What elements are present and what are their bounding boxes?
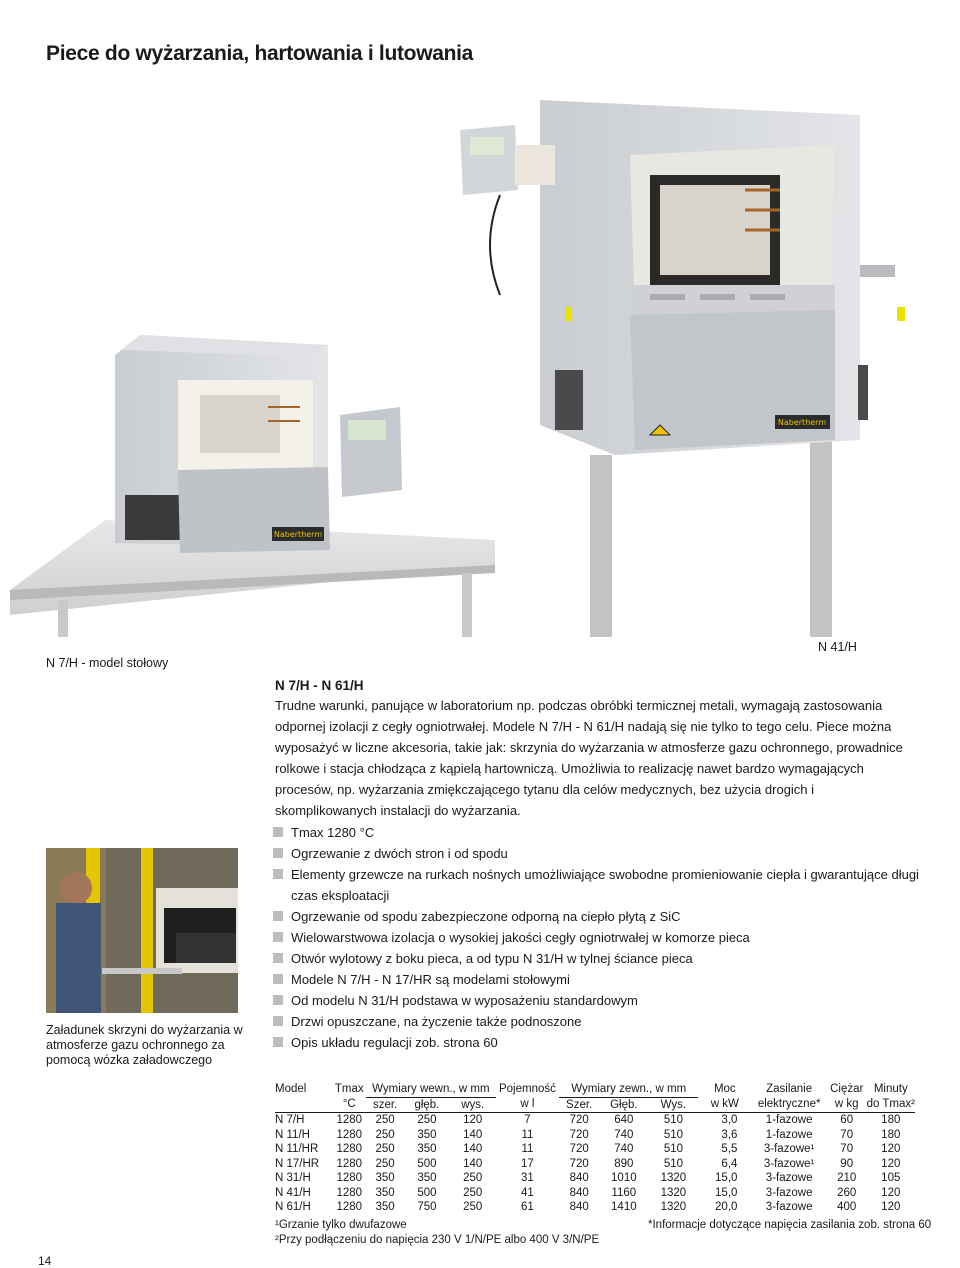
table-cell: 61	[521, 1201, 534, 1213]
table-cell: N 7/H	[275, 1114, 305, 1126]
col-header-supply: Zasilanie	[766, 1083, 813, 1096]
caption-small-model: N 7/H - model stołowy	[46, 656, 169, 670]
table-row	[275, 1113, 915, 1128]
col-subheader-minutes-unit: do Tmax²	[867, 1097, 915, 1113]
specs-table-body	[275, 1113, 915, 1215]
table-cell: N 11/H	[275, 1128, 310, 1141]
table-cell: 105	[881, 1172, 901, 1184]
section-heading: N 7/H - N 61/H	[275, 678, 364, 693]
table-row	[275, 1128, 915, 1143]
table-cell: 250	[463, 1201, 483, 1213]
table-cell: 70	[840, 1143, 854, 1155]
table-cell: 500	[417, 1186, 437, 1199]
col-subheader-power-unit: w kW	[698, 1097, 751, 1113]
table-row	[275, 1200, 915, 1215]
table-cell: 1320	[660, 1186, 687, 1199]
table-cell: 120	[463, 1114, 483, 1126]
table-cell: 640	[614, 1114, 634, 1126]
col-header-inner: Wymiary wewn., w mm	[366, 1082, 495, 1097]
table-cell: 6,4	[721, 1157, 738, 1170]
table-cell: 510	[663, 1114, 683, 1126]
table-cell: 250	[375, 1128, 395, 1141]
col-subheader-volume-unit: w l	[496, 1097, 560, 1113]
table-cell: 400	[837, 1201, 857, 1213]
col-subheader-outer-d: Głęb.	[599, 1097, 649, 1113]
table-cell: 15,0	[715, 1186, 738, 1199]
table-cell: 1160	[611, 1186, 637, 1199]
brand-logo-small: Nabertherm	[273, 530, 323, 539]
table-cell: 120	[881, 1201, 901, 1213]
bullet-square-icon	[273, 911, 283, 921]
table-cell: 1280	[336, 1201, 363, 1213]
table-row	[275, 1157, 915, 1172]
table-cell: 350	[417, 1128, 437, 1141]
table-cell: 840	[569, 1186, 589, 1199]
table-cell: 17	[521, 1157, 534, 1170]
table-cell: 7	[524, 1114, 531, 1126]
table-cell: 3-fazowe¹	[763, 1157, 815, 1170]
page-title: Piece do wyżarzania, hartowania i lutowania	[46, 42, 474, 65]
table-cell: 720	[569, 1157, 589, 1170]
table-cell: 210	[837, 1172, 857, 1184]
table-cell: 11	[521, 1128, 534, 1141]
col-subheader-supply-unit: elektryczne*	[751, 1097, 826, 1113]
page-number: 14	[38, 1254, 52, 1268]
table-cell: 3-fazowe¹	[763, 1143, 815, 1155]
list-item: Drzwi opuszczane, na życzenie także podnoszone	[273, 1011, 923, 1032]
col-subheader-inner-h: wys.	[450, 1097, 496, 1113]
table-cell: N 61/H	[275, 1201, 311, 1213]
table-cell: 890	[614, 1157, 634, 1170]
footnote-1: ¹Grzanie tylko dwufazowe	[275, 1219, 407, 1231]
table-cell: 1280	[336, 1143, 363, 1155]
col-header-weight: Ciężar	[830, 1083, 864, 1096]
table-cell: N 31/H	[275, 1172, 311, 1184]
col-header-tmax: Tmax	[334, 1083, 364, 1096]
col-subheader-inner-w: szer.	[366, 1097, 404, 1113]
col-header-volume: Pojemność	[498, 1083, 556, 1096]
table-cell: 250	[375, 1157, 395, 1170]
table-cell: 180	[881, 1128, 901, 1141]
table-cell: 350	[375, 1172, 395, 1184]
table-cell: 1280	[336, 1128, 363, 1141]
table-cell: 3,0	[721, 1114, 738, 1126]
bullet-square-icon	[273, 995, 283, 1005]
table-cell: 510	[663, 1128, 683, 1141]
bullet-square-icon	[273, 953, 283, 963]
table-cell: 41	[521, 1186, 534, 1199]
col-subheader-outer-h: Wys.	[649, 1097, 699, 1113]
table-cell: 250	[375, 1114, 395, 1126]
table-cell: 90	[840, 1157, 854, 1170]
intro-section	[275, 677, 915, 821]
table-cell: 1280	[336, 1157, 363, 1170]
table-cell: 720	[569, 1143, 589, 1155]
table-cell: 1320	[660, 1201, 687, 1213]
table-row	[275, 1186, 915, 1201]
table-cell: 3-fazowe	[765, 1172, 813, 1184]
table-cell: 11	[521, 1143, 534, 1155]
list-item: Elementy grzewcze na rurkach nośnych umożliwiające swobodne promieniowanie ciepła i gwarantujące długi czas eksploatacji	[273, 864, 923, 906]
table-cell: 3-fazowe	[765, 1186, 813, 1199]
bullet-square-icon	[273, 974, 283, 984]
table-cell: N 17/HR	[275, 1157, 320, 1170]
loader-photo	[46, 848, 238, 1013]
table-cell: 840	[569, 1201, 589, 1213]
table-cell: 1320	[660, 1172, 687, 1184]
table-cell: 120	[881, 1157, 901, 1170]
intro-paragraph: Trudne warunki, panujące w laboratorium np. podczas obróbki termicznej metali, wymagają zastosowania odpornej izolacji z cegły ogniotrwałej. Modele N 7/H - N 61/H nadają się nie tylko to tego celu. Piece można wyposażyć w liczne akcesoria, takie jak: skrzynia do wyżarzania w atmosferze gazu ochronnego, prowadnice rolkowe i stacja chłodząca z kąpielą hartowniczą. Umożliwia to realizację nawet bardzo wymagających procesów, np. wyżarzania zmiękczającego tytanu dla celów medycznych, bez użycia drogich i skomplikowanych instalacji do wyżarzania.	[275, 698, 903, 818]
footnote-2: ²Przy podłączeniu do napięcia 230 V 1/N/PE albo 400 V 3/N/PE	[275, 1234, 600, 1246]
table-cell: 120	[881, 1186, 901, 1199]
table-row	[275, 1171, 915, 1186]
specs-table	[275, 1082, 915, 1215]
table-cell: 5,5	[721, 1143, 738, 1155]
table-cell: 510	[663, 1157, 683, 1170]
list-item: Ogrzewanie z dwóch stron i od spodu	[273, 843, 923, 864]
col-subheader-outer-w: Szer.	[559, 1097, 599, 1113]
col-subheader-tmax-unit: °C	[332, 1097, 366, 1113]
table-cell: 260	[837, 1186, 857, 1199]
table-cell: 350	[417, 1143, 437, 1155]
col-header-model: Model	[275, 1083, 307, 1096]
table-cell: 720	[569, 1128, 589, 1141]
list-item: Ogrzewanie od spodu zabezpieczone odporną na ciepło płytą z SiC	[273, 906, 923, 927]
footnote-star: *Informacje dotyczące napięcia zasilania zob. strona 60	[648, 1219, 932, 1231]
bullet-square-icon	[273, 1016, 283, 1026]
table-cell: 1-fazowe	[765, 1114, 813, 1126]
table-cell: 180	[881, 1114, 901, 1126]
table-cell: 20,0	[715, 1201, 738, 1213]
col-header-outer: Wymiary zewn., w mm	[559, 1082, 698, 1097]
furnaces-photo	[10, 95, 915, 637]
table-cell: 70	[840, 1128, 854, 1141]
table-cell: 740	[614, 1143, 634, 1155]
table-cell: 1410	[611, 1201, 637, 1213]
col-header-minutes: Minuty	[873, 1083, 908, 1096]
table-cell: 3-fazowe	[765, 1201, 813, 1213]
table-cell: 350	[375, 1186, 395, 1199]
list-item: Tmax 1280 °C	[273, 822, 923, 843]
table-cell: 350	[417, 1172, 437, 1184]
features-list	[273, 822, 923, 1053]
table-row	[275, 1142, 915, 1157]
table-cell: 60	[840, 1114, 854, 1126]
list-item: Otwór wylotowy z boku pieca, a od typu N 31/H w tylnej ściance pieca	[273, 948, 923, 969]
bullet-square-icon	[273, 1037, 283, 1047]
bullet-square-icon	[273, 932, 283, 942]
table-cell: 1280	[336, 1114, 363, 1126]
col-header-power: Moc	[713, 1083, 736, 1096]
table-cell: 750	[417, 1201, 437, 1213]
table-cell: 250	[375, 1143, 395, 1155]
table-cell: 250	[463, 1186, 483, 1199]
table-cell: N 41/H	[275, 1186, 311, 1199]
table-cell: 31	[521, 1172, 534, 1184]
col-subheader-inner-d: głęb.	[404, 1097, 450, 1113]
list-item: Od modelu N 31/H podstawa w wyposażeniu standardowym	[273, 990, 923, 1011]
bullet-square-icon	[273, 827, 283, 837]
table-cell: 500	[417, 1157, 437, 1170]
table-cell: 140	[463, 1143, 483, 1155]
caption-loader: Załadunek skrzyni do wyżarzania w atmosferze gazu ochronnego za pomocą wózka załadowczego	[46, 1023, 243, 1067]
table-cell: 140	[463, 1157, 483, 1170]
bullet-square-icon	[273, 848, 283, 858]
table-cell: 1280	[336, 1186, 363, 1199]
table-cell: 350	[375, 1201, 395, 1213]
table-cell: N 11/HR	[275, 1143, 319, 1155]
bullet-square-icon	[273, 869, 283, 879]
list-item: Wielowarstwowa izolacja o wysokiej jakości cegły ogniotrwałej w komorze pieca	[273, 927, 923, 948]
table-cell: 1280	[336, 1172, 363, 1184]
table-cell: 510	[663, 1143, 683, 1155]
table-cell: 3,6	[721, 1128, 738, 1141]
table-cell: 120	[881, 1143, 901, 1155]
table-cell: 1-fazowe	[765, 1128, 813, 1141]
table-cell: 140	[463, 1128, 483, 1141]
table-cell: 720	[569, 1114, 589, 1126]
table-cell: 840	[569, 1172, 589, 1184]
table-cell: 1010	[611, 1172, 637, 1184]
list-item: Modele N 7/H - N 17/HR są modelami stołowymi	[273, 969, 923, 990]
col-subheader-weight-unit: w kg	[827, 1097, 867, 1113]
list-item: Opis układu regulacji zob. strona 60	[273, 1032, 923, 1053]
table-cell: 15,0	[715, 1172, 738, 1184]
table-cell: 740	[614, 1128, 634, 1141]
table-cell: 250	[463, 1172, 483, 1184]
caption-large-model: N 41/H	[818, 640, 857, 654]
table-cell: 250	[417, 1114, 437, 1126]
brand-logo-large: Nabertherm	[777, 418, 827, 427]
